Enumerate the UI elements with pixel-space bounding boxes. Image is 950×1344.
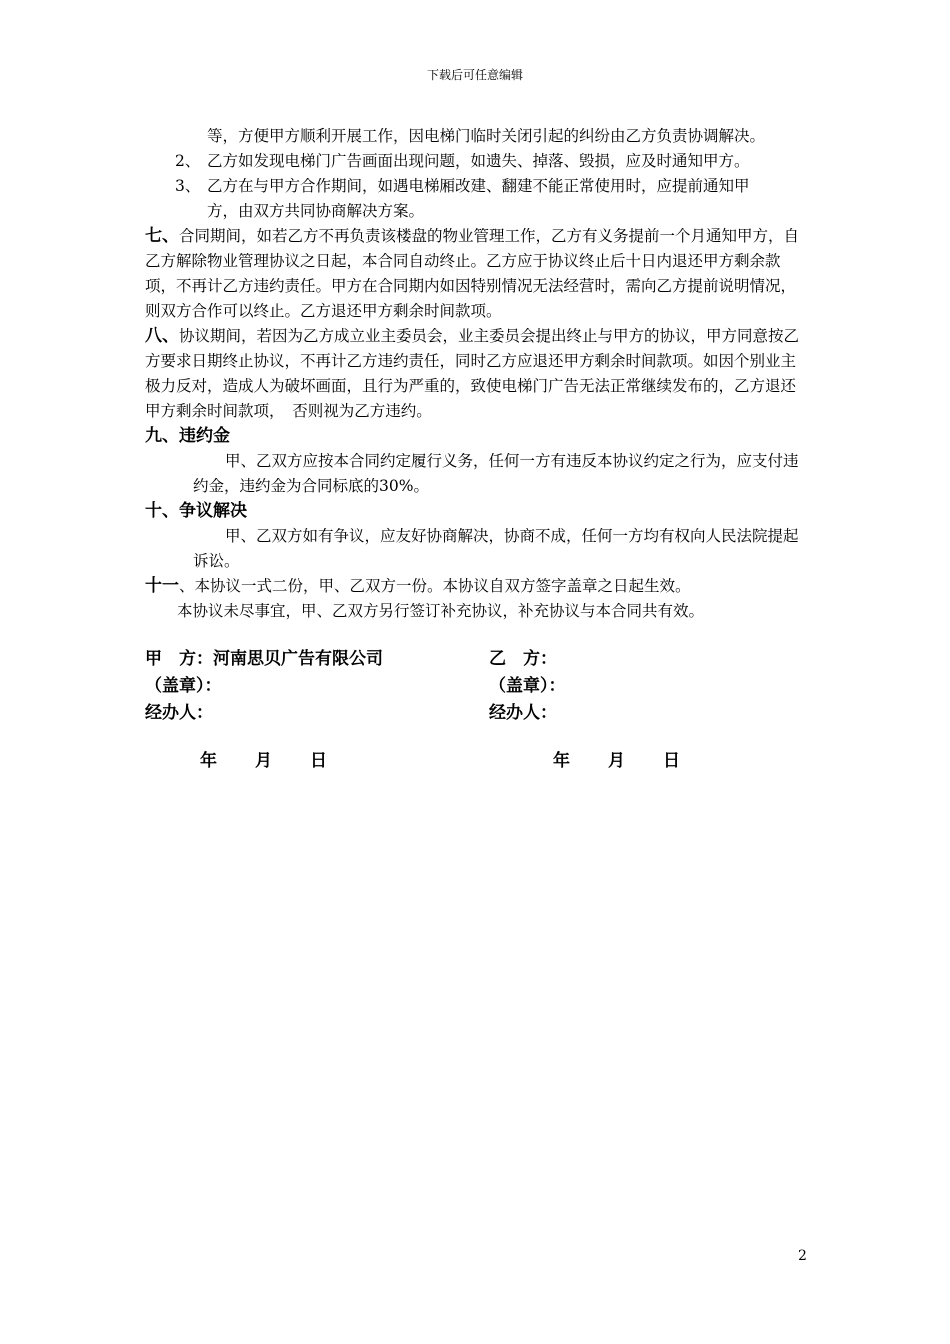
section-8-text: 协议期间，若因为乙方成立业主委员会，业主委员会提出终止与甲方的协议，甲方同意按乙方要求日期终止协议，不再计乙方违约责任，同时乙方应退还甲方剩余时间款项。如因个别业主极力反对，造成人为破坏画面，且行为严重的，致使电梯门广告无法正常继续发布的，乙方退还甲方剩余时间款项， 否则视为乙方违约。 (145, 327, 800, 420)
section-7-number: 七、 (145, 226, 179, 246)
date-day: 日 (663, 751, 680, 771)
section-11-number: 十一 (145, 576, 179, 596)
party-a-seal: （盖章）： (145, 676, 222, 696)
list-item-3 (145, 174, 807, 199)
party-b-agent: 经办人： (489, 703, 557, 723)
section-9-title: 九、违约金 (145, 426, 230, 446)
party-a-signature (145, 646, 383, 727)
section-8-number: 八、 (145, 326, 179, 346)
section-7-text: 合同期间，如若乙方不再负责该楼盘的物业管理工作，乙方有义务提前一个月通知甲方，自乙方解除物业管理协议之日起，本合同自动终止。乙方应于协议终止后十日内退还甲方剩余款项，不再计乙方违约责任。甲方在合同期内如因特别情况无法经营时，需向乙方提前说明情况，则双方合作可以终止。乙方退还甲方剩余时间款项。 (145, 227, 800, 320)
section-11 (145, 574, 807, 599)
page-header-note: 下载后可任意编辑 (426, 68, 523, 82)
party-b-date (553, 746, 680, 771)
section-10-title: 十、争议解决 (145, 501, 247, 521)
item-text: 乙方在与甲方合作期间，如遇电梯厢改建、翻建不能正常使用时，应提前通知甲 (207, 177, 750, 195)
date-day: 日 (310, 751, 327, 771)
section-9-text: 甲、乙双方应按本合同约定履行义务，任何一方有违反本协议约定之行为，应支付违约金，违约金为合同标底的30%。 (193, 452, 799, 495)
item-number: 2、 (175, 152, 201, 170)
date-month: 月 (255, 751, 272, 771)
party-a-agent: 经办人： (145, 703, 213, 723)
page-number: 2 (798, 1248, 807, 1264)
party-b-signature (489, 646, 566, 727)
supplementary-clause: 本协议未尽事宜，甲、乙双方另行签订补充协议，补充协议与本合同共有效。 (177, 602, 705, 620)
section-8 (145, 324, 807, 424)
party-a-name: 甲 方：河南思贝广告有限公司 (145, 649, 383, 669)
contract-body (145, 124, 807, 624)
item-number: 3、 (175, 177, 201, 195)
party-b-seal: （盖章）： (489, 676, 566, 696)
section-11-text: 、本协议一式二份，甲、乙双方一份。本协议自双方签字盖章之日起生效。 (179, 577, 691, 595)
list-item-2 (145, 149, 807, 174)
date-month: 月 (608, 751, 625, 771)
section-7 (145, 224, 807, 324)
section-10-text: 甲、乙双方如有争议，应友好协商解决，协商不成，任何一方均有权向人民法院提起诉讼。 (193, 527, 799, 570)
date-year: 年 (553, 751, 570, 771)
party-a-date (200, 746, 327, 771)
item-text: 乙方如发现电梯门广告画面出现问题，如遗失、掉落、毁损，应及时通知甲方。 (207, 152, 750, 170)
party-b-name: 乙 方： (489, 649, 557, 669)
date-year: 年 (200, 751, 217, 771)
list-item-3-continued: 方，由双方共同协商解决方案。 (207, 202, 425, 220)
continued-line: 等，方便甲方顺利开展工作，因电梯门临时关闭引起的纠纷由乙方负责协调解决。 (207, 127, 766, 145)
